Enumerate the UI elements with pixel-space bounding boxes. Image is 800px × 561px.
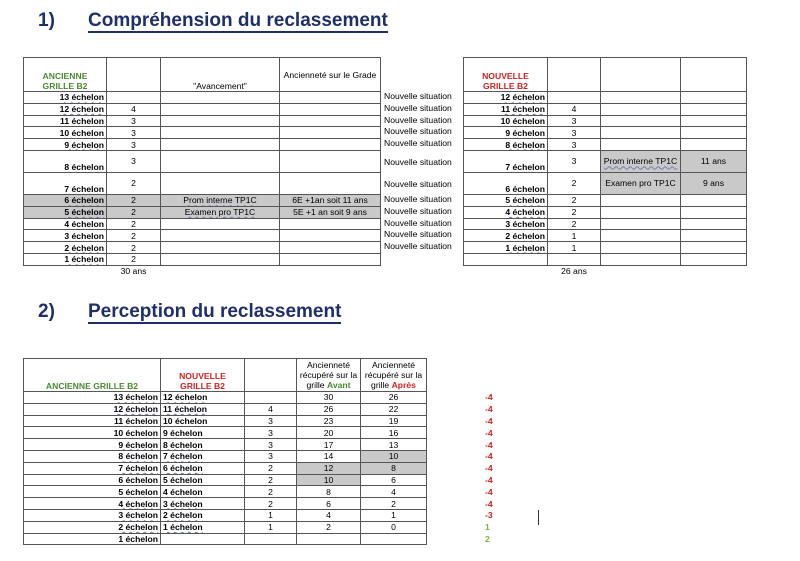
nouvelle-situation-label: Nouvelle situation [384,102,452,113]
duree-cell: 1 [245,509,297,521]
table-row [464,150,747,172]
anciennete-header: Ancienneté sur le Grade [280,58,381,92]
anciennete-cell [280,139,381,151]
years-cell [681,103,747,115]
nouvelle-echelon-cell: 3 échelon [161,498,245,510]
echelon-cell: 5 échelon [464,194,548,206]
difference-cell: 1 [485,522,490,533]
nouvelle-situation-label: Nouvelle situation [384,114,452,125]
table-row [464,103,747,115]
duree-cell: 2 [548,194,601,206]
anciennete-cell [280,230,381,242]
apres-cell: 26 [361,392,427,404]
duree-cell: 2 [107,218,161,230]
note-cell: Examen pro TP1C [601,172,681,194]
table-row [24,450,554,462]
apres-cell [361,533,427,545]
table-row [24,474,554,486]
duree-cell: 3 [245,415,297,427]
section-2-number: 2) [38,301,55,322]
avant-cell: 23 [297,415,361,427]
duree-cell [548,92,601,104]
years-cell: 9 ans [681,172,747,194]
duree-cell: 3 [245,450,297,462]
duree-cell: 3 [548,115,601,127]
echelon-cell: 10 échelon [24,127,107,139]
avancement-cell [161,92,280,104]
avancement-cell [161,172,280,194]
table-row [24,253,381,265]
years-cell [681,92,747,104]
section-2-heading [38,301,341,323]
avant-cell: 26 [297,403,361,415]
table-row [464,206,747,218]
avancement-cell: Prom interne TP1C [161,194,280,206]
avancement-cell [161,115,280,127]
apres-cell: 0 [361,521,427,533]
echelon-cell: 6 échelon [464,172,548,194]
difference-cell: -4 [485,427,493,438]
nouvelle-echelon-cell: 5 échelon [161,474,245,486]
total-row [464,265,747,277]
duree-cell: 3 [245,439,297,451]
echelon-cell: 1 échelon [24,253,107,265]
echelon-cell: 9 échelon [464,127,548,139]
duree-cell: 2 [107,194,161,206]
table-row [464,242,747,254]
total-row [24,265,381,277]
table-row [24,218,381,230]
note-cell: Prom interne TP1C [601,150,681,172]
table-row [464,253,747,265]
table-row [24,439,554,451]
apres-cell: 8 [361,462,427,474]
avant-cell [297,533,361,545]
ancienne-grille-table [23,57,381,277]
nouvelle-situation-label: Nouvelle situation [384,229,452,240]
duree-cell: 2 [548,206,601,218]
note-cell [601,218,681,230]
nouvelle-situation-label: Nouvelle situation [384,217,452,228]
table-row [24,206,381,218]
echelon-cell: 4 échelon [464,206,548,218]
ancienne-echelon-cell: 1 échelon [24,533,161,545]
nouvelle-echelon-cell: 8 échelon [161,439,245,451]
nouvelle-echelon-cell: 2 échelon [161,509,245,521]
total-cell: 30 ans [120,266,147,277]
note-cell [601,206,681,218]
echelon-cell: 3 échelon [464,218,548,230]
anciennete-cell [280,253,381,265]
avant-cell: 4 [297,509,361,521]
duree-cell: 3 [548,127,601,139]
difference-cell: -4 [485,498,493,509]
perception-ancienne-header: ANCIENNE GRILLE B2 [24,359,161,392]
echelon-cell: 8 échelon [24,150,107,172]
table-row [464,115,747,127]
table-row [24,462,554,474]
nouvelle-situation-label: Nouvelle situation [384,241,452,252]
echelon-cell: 4 échelon [24,218,107,230]
duree-cell: 2 [548,172,601,194]
table-row [464,92,747,104]
years-cell [681,218,747,230]
perception-nouvelle-header: NOUVELLE GRILLE B2 [161,359,245,392]
duree-cell: 2 [548,218,601,230]
nouvelle-situation-label: Nouvelle situation [384,156,452,167]
duree-cell [245,392,297,404]
table-row [24,509,554,521]
nouvelle-echelon-cell: 9 échelon [161,427,245,439]
duree-cell: 3 [245,427,297,439]
ancienne-echelon-cell: 12 échelon [24,403,161,415]
duree-cell: 2 [245,498,297,510]
duree-cell: 2 [107,242,161,254]
echelon-cell: 12 échelon [464,92,548,104]
duree-cell: 1 [548,230,601,242]
echelon-cell [464,253,548,265]
echelon-cell: 6 échelon [24,194,107,206]
note-cell [601,103,681,115]
note-cell [601,115,681,127]
apres-cell: 2 [361,498,427,510]
anciennete-cell [280,172,381,194]
nouvelle-situation-label: Nouvelle situation [384,126,452,137]
avancement-cell [161,150,280,172]
table-row [24,403,554,415]
duree-cell: 2 [245,474,297,486]
nouvelle-situation-label: Nouvelle situation [384,193,452,204]
years-cell [681,242,747,254]
table-row [24,194,381,206]
note-cell [601,194,681,206]
anciennete-cell [280,218,381,230]
text-cursor [538,510,539,525]
difference-cell: -4 [485,404,493,415]
section-1-title: Compréhension du reclassement [88,10,388,31]
table-row [464,172,747,194]
table-row [24,92,381,104]
table-row [24,392,554,404]
echelon-cell: 2 échelon [464,230,548,242]
ancienne-echelon-cell: 7 échelon [24,462,161,474]
table-row [24,139,381,151]
anciennete-apres-header: Ancienneté récupéré sur la grille Après [361,359,427,392]
ancienne-echelon-cell: 13 échelon [24,392,161,404]
avancement-cell [161,253,280,265]
apres-cell: 1 [361,509,427,521]
echelon-cell: 13 échelon [24,92,107,104]
avant-cell: 20 [297,427,361,439]
duree-cell: 1 [548,242,601,254]
echelon-cell: 1 échelon [464,242,548,254]
difference-cell: -4 [485,415,493,426]
avancement-cell [161,218,280,230]
avancement-cell [161,139,280,151]
perception-table [23,358,554,545]
difference-cell: 2 [485,533,490,544]
years-cell [681,115,747,127]
duree-cell: 2 [107,230,161,242]
years-cell [681,230,747,242]
difference-cell: -4 [485,392,493,403]
echelon-cell: 8 échelon [464,139,548,151]
difference-cell: -4 [485,439,493,450]
note-cell [601,127,681,139]
ancienne-grille-header: ANCIENNE GRILLE B2 [24,58,107,92]
echelon-cell: 10 échelon [464,115,548,127]
anciennete-cell [280,150,381,172]
duree-cell: 4 [548,103,601,115]
avant-cell: 10 [297,474,361,486]
total-cell: 26 ans [561,266,587,277]
nouvelle-situation-column [384,91,460,253]
anciennete-cell [280,103,381,115]
echelon-cell: 11 échelon [464,103,548,115]
table-row [24,415,554,427]
nouvelle-situation-label: Nouvelle situation [384,178,452,189]
echelon-cell: 7 échelon [24,172,107,194]
table-row [464,194,747,206]
table-row [24,127,381,139]
table-row [464,139,747,151]
avancement-cell [161,127,280,139]
duree-cell: 3 [107,139,161,151]
duree-cell: 3 [107,127,161,139]
duree-cell: 3 [107,150,161,172]
apres-cell: 16 [361,427,427,439]
note-cell [601,253,681,265]
nouvelle-grille-table [463,57,747,277]
echelon-cell: 9 échelon [24,139,107,151]
apres-cell: 22 [361,403,427,415]
total-spacer [464,265,548,277]
duree-cell: 3 [548,139,601,151]
anciennete-cell [280,115,381,127]
avant-cell: 30 [297,392,361,404]
avancement-header: "Avancement" [161,58,280,92]
duree-cell: 1 [245,521,297,533]
duree-cell: 2 [107,172,161,194]
avancement-cell [161,242,280,254]
table-row [24,242,381,254]
table-row [464,230,747,242]
difference-cell: -4 [485,474,493,485]
apres-cell: 13 [361,439,427,451]
note-cell [601,139,681,151]
avant-cell: 12 [297,462,361,474]
years-cell [681,194,747,206]
avant-cell: 2 [297,521,361,533]
total-spacer [280,265,381,277]
nouvelle-echelon-cell: 6 échelon [161,462,245,474]
duree-cell: 2 [107,253,161,265]
nouvelle-echelon-cell: 10 échelon [161,415,245,427]
nouvelle-echelon-cell [161,533,245,545]
table-row [24,498,554,510]
avancement-cell [161,230,280,242]
ancienne-echelon-cell: 8 échelon [24,450,161,462]
table-row [464,127,747,139]
section-2-title: Perception du reclassement [88,301,342,322]
duree-cell [548,253,601,265]
nouvelle-echelon-cell: 12 échelon [161,392,245,404]
years-cell [681,253,747,265]
table-row [24,533,554,545]
ancienne-echelon-cell: 4 échelon [24,498,161,510]
ancienne-echelon-cell: 6 échelon [24,474,161,486]
nouvelle-echelon-cell: 7 échelon [161,450,245,462]
duree-cell [107,92,161,104]
difference-cell: -3 [485,510,493,521]
avancement-cell: Examen pro TP1C [161,206,280,218]
table-row [24,172,381,194]
duree-cell: 4 [107,103,161,115]
nouvelle-echelon-cell: 1 échelon [161,521,245,533]
table-row [464,218,747,230]
apres-cell: 4 [361,486,427,498]
nouvelle-situation-label: Nouvelle situation [384,91,452,101]
duree-cell [245,533,297,545]
nouvelle-echelon-cell: 11 échelon [161,403,245,415]
years-cell [681,139,747,151]
echelon-cell: 12 échelon [24,103,107,115]
table-row [24,150,381,172]
avant-cell: 8 [297,486,361,498]
echelon-cell: 5 échelon [24,206,107,218]
duree-cell: 2 [107,206,161,218]
total-spacer [161,265,280,277]
difference-cell: -4 [485,451,493,462]
avant-cell: 17 [297,439,361,451]
table-row [24,103,381,115]
echelon-cell: 2 échelon [24,242,107,254]
ancienne-echelon-cell: 11 échelon [24,415,161,427]
anciennete-cell: 6E +1an soit 11 ans [280,194,381,206]
difference-cell: -4 [485,486,493,497]
nouvelle-situation-label: Nouvelle situation [384,205,452,216]
duree-cell: 3 [107,115,161,127]
table-row [24,427,554,439]
note-cell [601,242,681,254]
duree-cell: 2 [245,486,297,498]
table-row [24,115,381,127]
echelon-cell: 3 échelon [24,230,107,242]
ancienne-echelon-cell: 2 échelon [24,521,161,533]
total-spacer [681,265,747,277]
ancienne-echelon-cell: 3 échelon [24,509,161,521]
total-spacer [601,265,681,277]
note-cell [601,92,681,104]
avant-cell: 14 [297,450,361,462]
anciennete-avant-header: Ancienneté récupéré sur la grille Avant [297,359,361,392]
note-cell [601,230,681,242]
apres-cell: 10 [361,450,427,462]
avancement-cell [161,103,280,115]
ancienne-echelon-cell: 10 échelon [24,427,161,439]
anciennete-cell [280,127,381,139]
nouvelle-echelon-cell: 4 échelon [161,486,245,498]
anciennete-cell [280,92,381,104]
echelon-cell: 11 échelon [24,115,107,127]
years-cell [681,127,747,139]
anciennete-cell [280,242,381,254]
duree-cell: 2 [245,462,297,474]
years-cell: 11 ans [681,150,747,172]
ancienne-echelon-cell: 5 échelon [24,486,161,498]
section-1-heading [38,10,388,32]
anciennete-cell: 5E +1 an soit 9 ans [280,206,381,218]
total-spacer [24,265,107,277]
table-row [24,486,554,498]
difference-cell: -4 [485,463,493,474]
avant-cell: 6 [297,498,361,510]
table-row [24,230,381,242]
section-1-number: 1) [38,10,55,31]
apres-cell: 6 [361,474,427,486]
nouvelle-situation-label: Nouvelle situation [384,138,452,149]
apres-cell: 19 [361,415,427,427]
duree-cell: 4 [245,403,297,415]
nouvelle-grille-header: NOUVELLE GRILLE B2 [464,58,548,92]
table-row [24,521,554,533]
years-cell [681,206,747,218]
ancienne-echelon-cell: 9 échelon [24,439,161,451]
duree-cell: 3 [548,150,601,172]
echelon-cell: 7 échelon [464,150,548,172]
